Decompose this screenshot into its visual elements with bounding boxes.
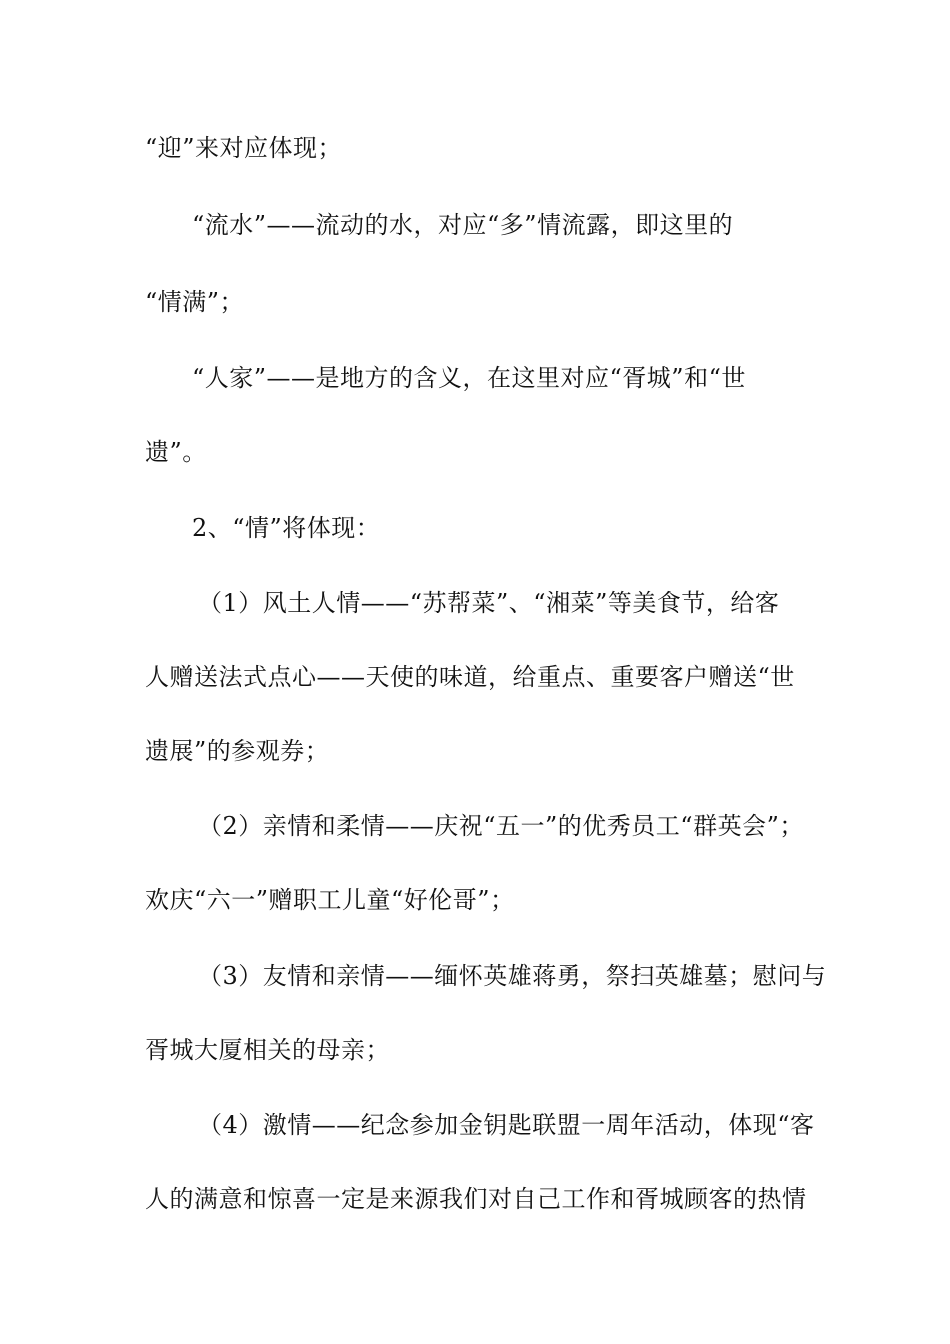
text-line: 2、“情”将体现： [192,514,381,542]
text-line: “情满”； [145,288,245,316]
text-line: “流水”——流动的水，对应“多”情流露，即这里的 [192,211,734,239]
text-line: （3）友情和亲情——缅怀英雄蒋勇，祭扫英雄墓；慰问与 [198,962,827,990]
text-line: （2）亲情和柔情——庆祝“五一”的优秀员工“群英会”； [198,812,804,840]
text-line: “迎”来对应体现； [145,134,343,162]
text-line: 遗”。 [145,438,207,466]
text-line: 人赠送法式点心——天使的味道，给重点、重要客户赠送“世 [145,663,795,691]
text-line: “人家”——是地方的含义，在这里对应“胥城”和“世 [192,364,746,392]
text-line: 人的满意和惊喜一定是来源我们对自己工作和胥城顾客的热情 [145,1185,807,1213]
text-line: 遗展”的参观券； [145,737,330,765]
text-line: 胥城大厦相关的母亲； [145,1036,390,1064]
text-line: （4）激情——纪念参加金钥匙联盟一周年活动，体现“客 [198,1111,815,1139]
text-line: 欢庆“六一”赠职工儿童“好伦哥”； [145,886,515,914]
text-line: （1）风土人情——“苏帮菜”、“湘菜”等美食节，给客 [198,589,780,617]
